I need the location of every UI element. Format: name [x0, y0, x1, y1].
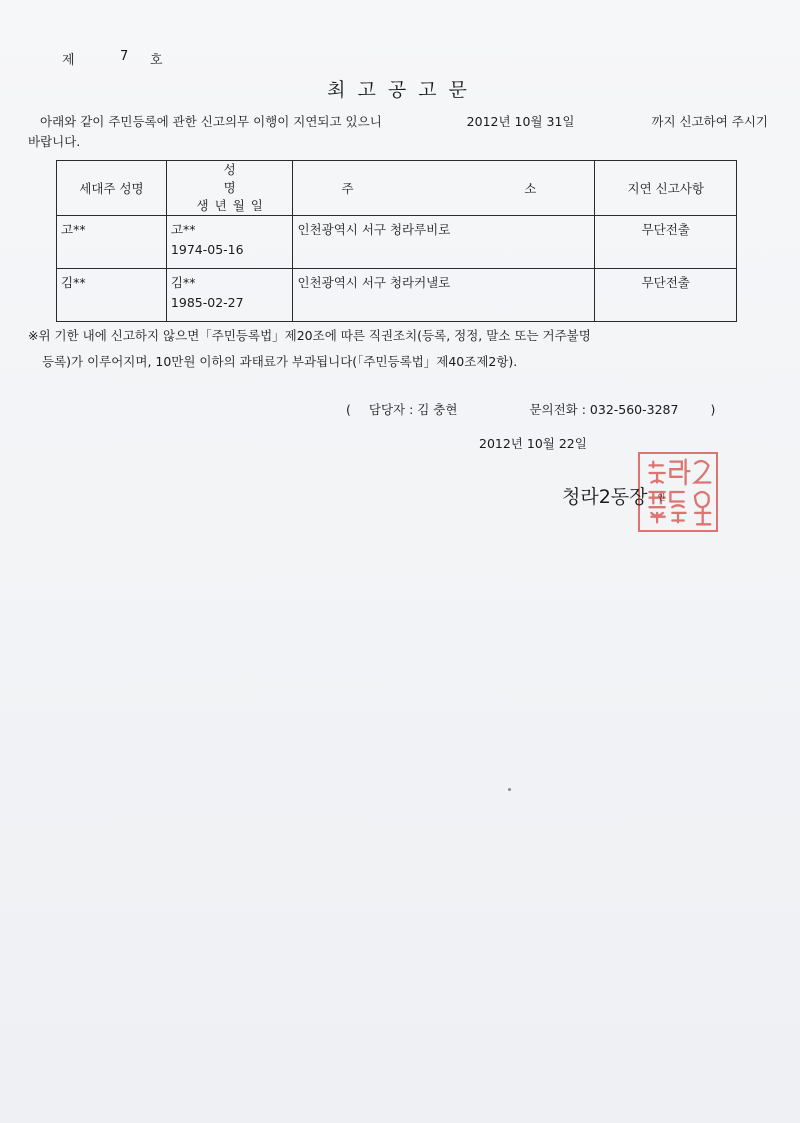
- deadline-date: 2012년 10월 31일: [466, 114, 575, 129]
- cell-name: 고**: [170, 222, 196, 237]
- header-address-left: 주: [341, 181, 354, 196]
- cell-matter: 무단전출: [595, 269, 737, 322]
- contact-phone: 문의전화 : 032-560-3287: [529, 402, 679, 417]
- contact-manager: 담당자 : 김 충현: [368, 402, 458, 417]
- cell-householder: 김**: [57, 269, 167, 322]
- notice-body: [28, 112, 768, 152]
- issue-date: 2012년 10월 22일: [479, 436, 587, 451]
- table-row: [57, 269, 737, 322]
- cell-name-birth: [166, 216, 293, 269]
- table-row: [57, 216, 737, 269]
- contact-paren-open: (: [346, 402, 351, 417]
- header-name: 성명: [223, 162, 274, 195]
- document-number: [62, 49, 163, 68]
- header-householder: 세대주 성명: [57, 161, 167, 216]
- body-line1-start: 아래와 같이 주민등록에 관한 신고의무 이행이 지연되고 있으니: [40, 114, 382, 129]
- document-number-value: 7: [120, 49, 129, 64]
- footnote-line1: ※위 기한 내에 신고하지 않으면「주민등록법」제20조에 따른 직권조치(등록, 정정, 말소 또는 거주불명: [28, 328, 591, 343]
- body-line2: 바랍니다.: [28, 134, 81, 149]
- signer-title: 청라2동장: [562, 486, 648, 508]
- paper-speck: [508, 788, 511, 791]
- table-header-row: [57, 161, 737, 216]
- body-line1-end: 까지 신고하여 주시기: [651, 114, 768, 129]
- cell-householder: 고**: [57, 216, 167, 269]
- contact-paren-close: ): [710, 402, 716, 417]
- header-address: [293, 161, 595, 216]
- cell-name: 김**: [170, 275, 196, 290]
- document-number-suffix: 호: [150, 53, 163, 68]
- cell-birth: 1985-02-27: [170, 295, 244, 310]
- cell-address: 인천광역시 서구 청라커낼로: [293, 269, 595, 322]
- signer-name: [562, 482, 665, 509]
- cell-address: 인천광역시 서구 청라루비로: [293, 216, 595, 269]
- document-number-prefix: 제: [62, 53, 75, 68]
- header-address-right: 소: [524, 181, 537, 196]
- header-birth: 생년월일: [196, 198, 269, 213]
- footnote-line2: 등록)가 이루어지며, 10만원 이하의 과태료가 부과됩니다(「주민등록법」제40조제2항).: [42, 354, 518, 369]
- cell-birth: 1974-05-16: [170, 242, 244, 257]
- signer-seal-mark: 인: [657, 493, 666, 502]
- cell-name-birth: [166, 269, 293, 322]
- contact-info: [346, 400, 715, 418]
- legal-footnote: [28, 323, 768, 375]
- document-title: 최고공고문: [327, 79, 479, 101]
- header-matter: 지연 신고사항: [595, 161, 737, 216]
- cell-matter: 무단전출: [595, 216, 737, 269]
- header-name-birth: [166, 161, 293, 216]
- notice-table: [56, 160, 737, 322]
